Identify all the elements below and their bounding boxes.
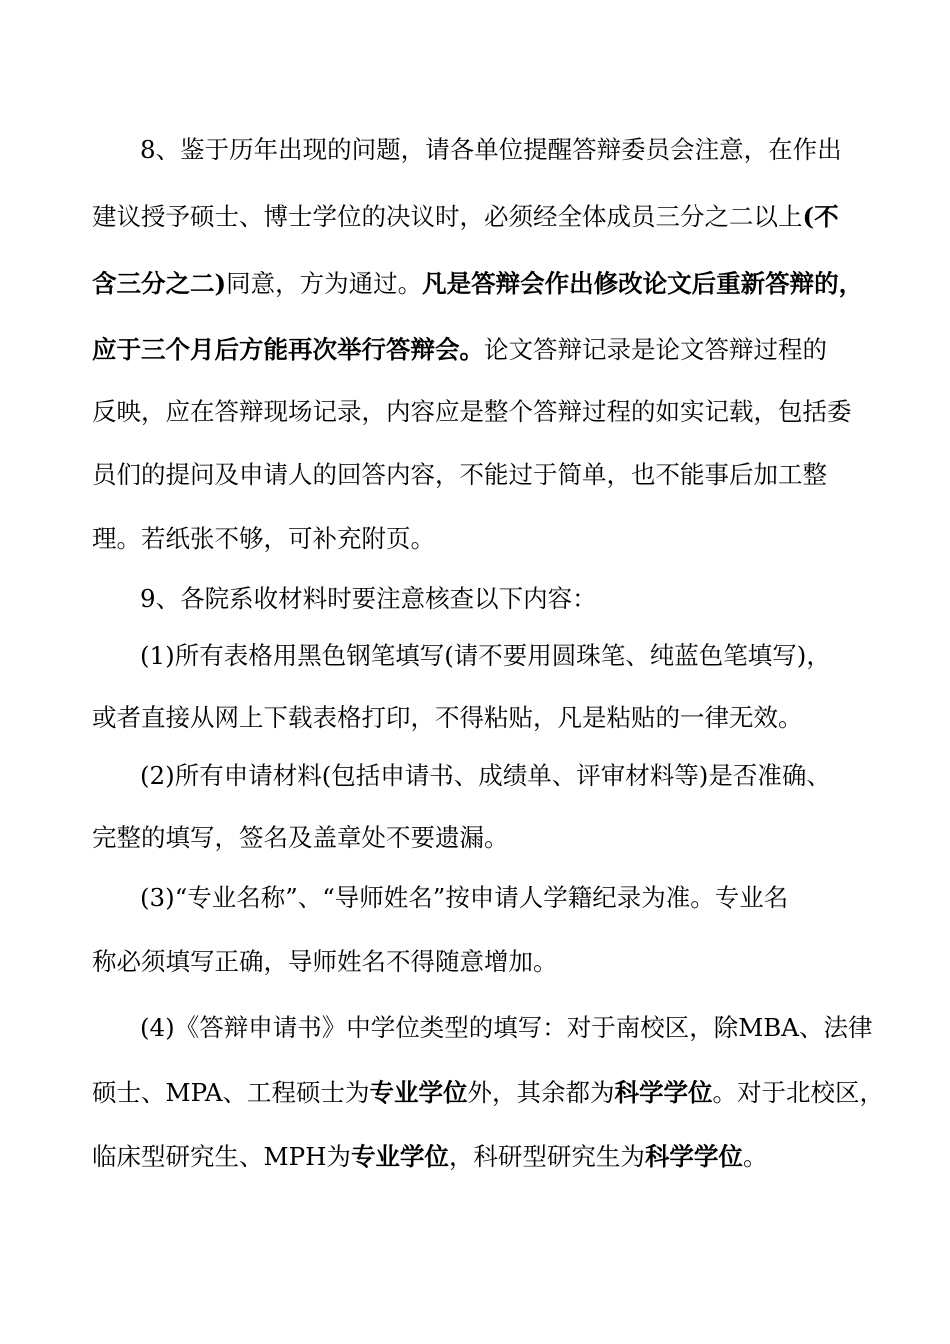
bold-text: (不	[802, 202, 839, 231]
text: 同意，方为通过。	[226, 269, 423, 298]
text: (2)所有申请材料(包括申请书、成绩单、评审材料等)是否准确、	[140, 761, 831, 790]
bold-text: 专业学位	[350, 1142, 449, 1171]
text: 9、各院系收材料时要注意核查以下内容：	[140, 584, 597, 613]
item-9-1-line-1	[0, 636, 950, 676]
paragraph-8-line-2	[0, 197, 950, 237]
paragraph-8-line-1	[0, 130, 950, 170]
item-9-4-line-3	[0, 1137, 950, 1177]
paragraph-8-line-7	[0, 519, 950, 559]
text: (1)所有表格用黑色钢笔填写(请不要用圆珠笔、纯蓝色笔填写)，	[140, 641, 831, 670]
paragraph-8-line-4	[0, 330, 950, 370]
paragraph-8-line-5	[0, 392, 950, 432]
text: 员们的提问及申请人的回答内容，不能过于简单，也不能事后加工整	[92, 460, 827, 489]
item-9-4-line-2	[0, 1073, 950, 1113]
bold-text: 科学学位	[614, 1078, 713, 1107]
text: 称必须填写正确，导师姓名不得随意增加。	[92, 947, 558, 976]
paragraph-8-line-3	[0, 264, 950, 304]
text: 理。若纸张不够，可补充附页。	[92, 524, 435, 553]
text: 建议授予硕士、博士学位的决议时，必须经全体成员三分之二以上	[92, 202, 803, 231]
text: 硕士、MPA、工程硕士为	[92, 1078, 370, 1107]
item-9-1-line-2	[0, 698, 950, 738]
bold-text: 应于三个月后方能再次举行答辩会。	[92, 335, 484, 364]
text: 论文答辩记录是论文答辩过程的	[484, 335, 827, 364]
text: 8、鉴于历年出现的问题，请各单位提醒答辩委员会注意，在作出	[140, 135, 842, 164]
item-9-2-line-1	[0, 756, 950, 796]
text: 外，其余都为	[467, 1078, 615, 1107]
text: 完整的填写，签名及盖章处不要遗漏。	[92, 823, 509, 852]
item-9-4-line-1	[0, 1008, 950, 1048]
text: ，科研型研究生为	[448, 1142, 645, 1171]
item-9-3-line-2	[0, 942, 950, 982]
bold-text: 凡是答辩会作出修改论文后重新答辩的，	[422, 269, 864, 298]
text: (3)“专业名称”、“导师姓名”按申请人学籍纪录为准。专业名	[140, 883, 789, 912]
bold-text: 专业学位	[369, 1078, 468, 1107]
bold-text: 科学学位	[644, 1142, 743, 1171]
bold-text: 含三分之二)	[92, 269, 227, 298]
text: 。	[742, 1142, 768, 1171]
item-9-3-line-1	[0, 878, 950, 918]
paragraph-8-line-6	[0, 455, 950, 495]
text: 临床型研究生、MPH为	[92, 1142, 351, 1171]
text: (4)《答辩申请书》中学位类型的填写：对于南校区，除MBA、法律	[140, 1013, 873, 1042]
text: 。对于北校区，	[712, 1078, 885, 1107]
item-9-2-line-2	[0, 818, 950, 858]
text: 或者直接从网上下载表格打印，不得粘贴，凡是粘贴的一律无效。	[92, 703, 803, 732]
text: 反映，应在答辩现场记录，内容应是整个答辩过程的如实记载，包括委	[92, 397, 852, 426]
item-9-heading	[0, 579, 950, 619]
